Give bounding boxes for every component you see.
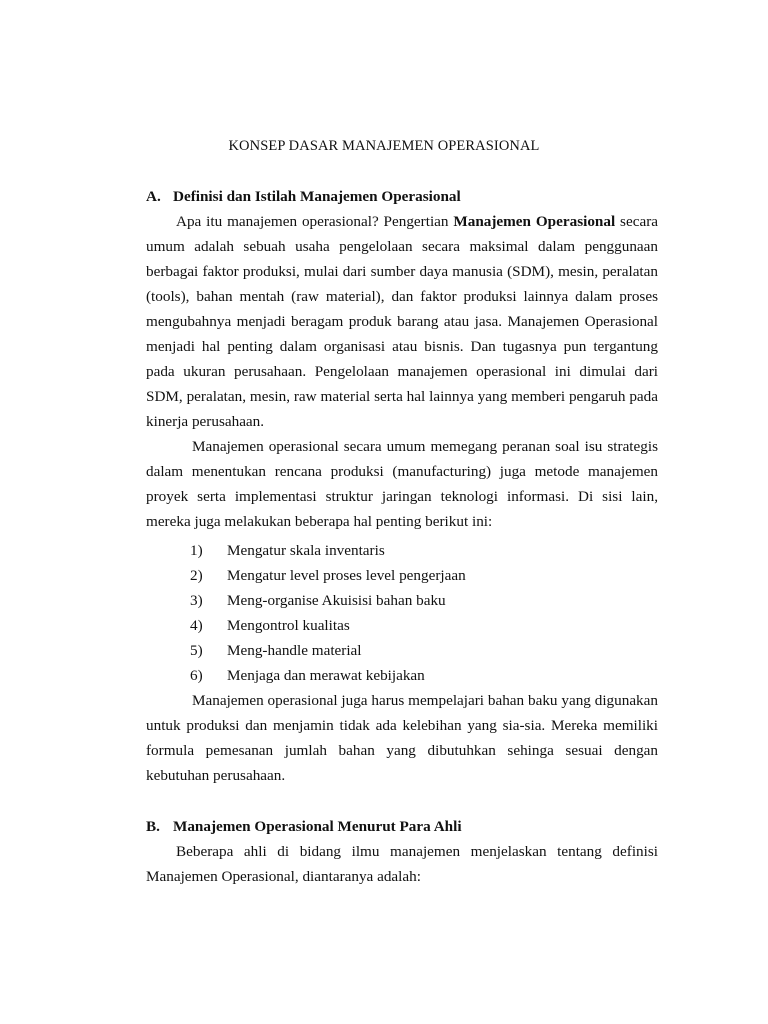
- list-item-text: Mengatur level proses level pengerjaan: [227, 567, 466, 584]
- list-item-number: 1): [190, 542, 203, 559]
- responsibility-list: [190, 538, 658, 688]
- list-item-text: Menjaga dan merawat kebijakan: [227, 667, 425, 684]
- section-b-paragraph-1: Beberapa ahli di bidang ilmu manajemen menjelaskan tentang definisi Manajemen Operasional, diantaranya adalah:: [146, 843, 658, 885]
- section-b-heading: [146, 818, 658, 836]
- list-item-text: Mengontrol kualitas: [227, 617, 350, 634]
- list-item: [190, 538, 658, 563]
- list-item: [190, 663, 658, 688]
- section-a-heading: [146, 188, 658, 206]
- section-a-heading-text: Definisi dan Istilah Manajemen Operasional: [173, 188, 461, 205]
- list-item-text: Meng-organise Akuisisi bahan baku: [227, 592, 446, 609]
- list-item-number: 2): [190, 567, 203, 584]
- document-title: KONSEP DASAR MANAJEMEN OPERASIONAL: [228, 138, 540, 154]
- list-item-number: 4): [190, 617, 203, 634]
- section-a-paragraph-3: Manajemen operasional juga harus mempelajari bahan baku yang digunakan untuk produksi dan menjamin tidak ada kelebihan yang sia-sia. Mereka memiliki formula pemesanan jumlah bahan yang dibutuhkan sehinga sesuai dengan kebutuhan perusahaan.: [146, 692, 658, 784]
- paragraph-1-bold-term: Manajemen Operasional: [453, 213, 616, 230]
- list-item: [190, 588, 658, 613]
- list-item: [190, 563, 658, 588]
- list-item-number: 3): [190, 592, 203, 609]
- list-item: [190, 638, 658, 663]
- list-item-text: Mengatur skala inventaris: [227, 542, 385, 559]
- list-item: [190, 613, 658, 638]
- list-item-number: 5): [190, 642, 203, 659]
- paragraph-1-lead: Apa itu manajemen operasional? Pengertian: [176, 213, 454, 230]
- section-b-heading-text: Manajemen Operasional Menurut Para Ahli: [173, 818, 462, 835]
- list-item-number: 6): [190, 667, 203, 684]
- list-item-text: Meng-handle material: [227, 642, 362, 659]
- section-a-marker: A.: [146, 188, 161, 205]
- paragraph-1-rest: secara umum adalah sebuah usaha pengelolaan secara maksimal dalam penggunaan berbagai faktor produksi, mulai dari sumber daya manusia (SDM), mesin, peralatan (tools), bahan mentah (raw material), dan faktor produksi lainnya dalam proses mengubahnya menjadi beragam produk barang atau jasa. Manajemen Operasional menjadi hal penting dalam organisasi atau bisnis. Dan tugasnya pun tergantung pada ukuran perusahaan. Pengelolaan manajemen operasional ini dimulai dari SDM, peralatan, mesin, raw material serta hal lainnya yang memberi pengaruh pada kinerja perusahaan.: [146, 213, 658, 430]
- section-a-paragraph-2: Manajemen operasional secara umum memegang peranan soal isu strategis dalam menentukan rencana produksi (manufacturing) juga metode manajemen proyek serta implementasi struktur jaringan teknologi informasi. Di sisi lain, mereka juga melakukan beberapa hal penting berikut ini:: [146, 438, 658, 530]
- section-a-paragraph-1: [146, 209, 658, 434]
- section-b-marker: B.: [146, 818, 160, 835]
